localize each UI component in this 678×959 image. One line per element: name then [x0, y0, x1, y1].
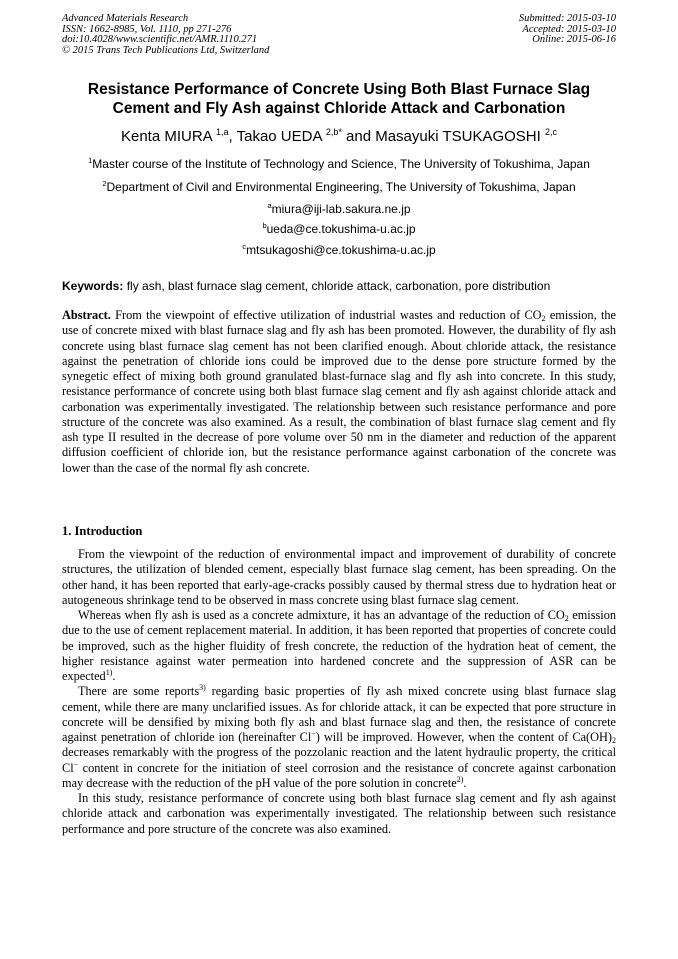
author-2-affiliation: 2,b*	[325, 127, 342, 137]
abstract-text: From the viewpoint of effective utilization of industrial wastes and reduction of CO	[110, 308, 542, 322]
paragraph-text: .	[112, 669, 116, 683]
citation-ref: 2)	[456, 774, 464, 784]
email-a-text: miura@iji-lab.sakura.ne.jp	[271, 202, 411, 216]
title-line-2: Cement and Fly Ash against Chloride Attack and Carbonation	[112, 100, 566, 117]
introduction-body	[62, 547, 616, 837]
author-3-affiliation: 2,c	[544, 127, 557, 137]
journal-issn: ISSN: 1662-8985, Vol. 1110, pp 271-276	[62, 23, 232, 35]
email-b	[40, 222, 638, 236]
journal-info	[62, 14, 269, 56]
affiliation-1	[40, 157, 638, 171]
submitted-date: Submitted: 2015-03-10	[518, 13, 616, 24]
affiliation-1-marker: 1	[88, 156, 93, 165]
superscript: −	[311, 729, 316, 738]
paragraph-text: Whereas when fly ash is used as a concrete admixture, it has an advantage of the reduction of CO	[78, 608, 565, 622]
paragraph-text: .	[463, 775, 467, 790]
journal-doi: doi:10.4028/www.scientific.net/AMR.1110.271	[62, 34, 258, 45]
abstract-text: emission, the use of concrete mixed with blast furnace slag and fly ash has been promoted. However, the durability of fly ash concrete using blast furnace slag cement has not been clarified enough. About chloride attack, the resistance against the penetration of chloride ions could be improved due to the dense pore structure formed by the synegetic effect of mixing both ground granulated blast-furnace slag and fly ash into concrete. In this study, resistance performance of concrete using both blast furnace slag cement and fly ash against chloride attack and carbonation was experimentally investigated. The relationship between such resistance performance and pore structure of the concrete was also examined. As a result, the combination of blast furnace slag cement and fly ash type II resulted in the decrease of pore volume over 50 nm in the diameter and reduction of the apparent diffusion coefficient of chloride ion, but the resistance performance against carbonation of the concrete was lower than the case of the normal fly ash concrete.	[62, 308, 616, 475]
author-separator: and Masayuki TSUKAGOSHI	[341, 128, 545, 145]
email-c-marker: c	[242, 242, 247, 251]
journal-name: Advanced Materials Research	[62, 13, 189, 24]
intro-paragraph-3	[62, 684, 616, 791]
affiliation-1-text: Master course of the Institute of Technology and Science, The University of Tokushima, Japan	[92, 157, 590, 171]
affiliation-2-text: Department of Civil and Environmental Engineering, The University of Tokushima, Japan	[106, 180, 576, 194]
paragraph-text: decreases remarkably with the progress of the pozzolanic reaction and the latent hydraulic property, the critical Cl	[62, 745, 616, 775]
affiliation-2	[40, 180, 638, 194]
citation-ref: 1)	[105, 668, 113, 677]
paragraph-text: emission due to the use of cement replacement material. In addition, it has been reported that properties of concrete could be improved, such as the higher fluidity of fresh concrete, the reduction of the hydration heat of cement, the higher resistance against water permeation into hardened concrete and the suppression of ASR can be expected	[62, 608, 616, 683]
accepted-date: Accepted: 2015-03-10	[522, 23, 616, 35]
email-a-marker: a	[267, 201, 272, 210]
keywords	[62, 279, 618, 293]
abstract	[62, 308, 616, 476]
email-b-marker: b	[262, 221, 267, 230]
author-1-affiliation: 1,a	[216, 127, 229, 137]
paper-title	[50, 80, 628, 118]
author-separator: , Takao UEDA	[228, 128, 326, 145]
paragraph-text: content in concrete for the initiation of steel corrosion and the resistance of concrete against carbonation may decrease with the reduction of the pH value of the pore solution in concrete	[62, 760, 616, 790]
subscript: 2	[541, 314, 546, 323]
intro-paragraph-1: From the viewpoint of the reduction of environmental impact and improvement of durability of concrete structures, the utilization of blended cement, especially blast furnace slag cement, has been spreading. On the other hand, it has been reported that early-age-cracks possibly caused by thermal stress due to hydration heat or autogeneous shrinkage tend to be observed in mass concrete using blast furnace slag cement.	[62, 547, 616, 607]
superscript: −	[73, 759, 79, 769]
journal-copyright: © 2015 Trans Tech Publications Ltd, Switzerland	[62, 44, 270, 56]
email-c-text: mtsukagoshi@ce.tokushima-u.ac.jp	[246, 243, 436, 257]
section-heading-introduction: 1. Introduction	[62, 524, 143, 538]
subscript: 2	[612, 736, 616, 745]
subscript: 2	[564, 614, 569, 623]
author-list	[50, 128, 628, 146]
paragraph-text: regarding basic properties of fly ash mixed concrete using blast furnace slag cement, while there are many unclarified issues. As for chloride attack, it can be expected that pore structure in concrete will be densified by mixing both fly ash and blast furnace slag and then, the resistance of concrete against penetration of chloride ion (hereinafter Cl	[62, 684, 616, 744]
publication-dates	[519, 14, 616, 46]
online-date: Online: 2015-06-16	[532, 34, 616, 45]
intro-paragraph-2	[62, 608, 616, 684]
title-line-1: Resistance Performance of Concrete Using Both Blast Furnace Slag	[87, 81, 591, 98]
email-a	[40, 202, 638, 216]
citation-ref: 3)	[199, 683, 206, 693]
paragraph-text: There are some reports	[78, 684, 200, 699]
email-b-text: ueda@ce.tokushima-u.ac.jp	[266, 222, 416, 236]
keywords-text: fly ash, blast furnace slag cement, chloride attack, carbonation, pore distribution	[123, 279, 551, 293]
abstract-paragraph	[62, 308, 616, 476]
email-c	[40, 243, 638, 257]
abstract-label: Abstract.	[62, 308, 111, 322]
keywords-label: Keywords:	[62, 279, 124, 293]
intro-paragraph-4: In this study, resistance performance of concrete using both blast furnace slag cement and fly ash against chloride attack and carbonation was experimentally investigated. The relationship between such resistance performance and pore structure of the concrete was also examined.	[62, 791, 616, 836]
paragraph-text: ) will be improved. However, when the content of Ca(OH)	[315, 730, 612, 744]
affiliation-2-marker: 2	[102, 179, 107, 188]
author-1: Kenta MIURA	[120, 128, 217, 145]
